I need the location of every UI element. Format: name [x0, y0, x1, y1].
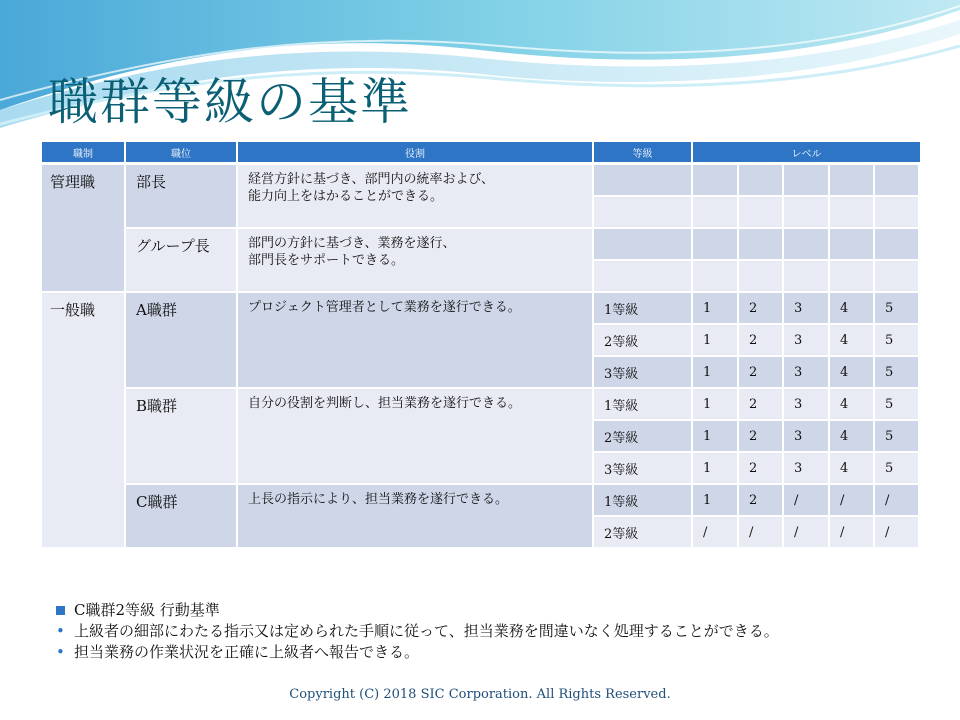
page-title: 職群等級の基準 [48, 73, 412, 131]
header-category: 職制 [42, 142, 126, 165]
level-cell [875, 229, 920, 261]
level-cell: 2 [739, 389, 784, 421]
level-cell: 4 [830, 357, 875, 389]
role-b-group: 自分の役割を判断し、担当業務を遂行できる。 [238, 389, 594, 485]
level-cell: 1 [693, 389, 739, 421]
grade-cell [594, 229, 693, 261]
level-cell: 2 [739, 485, 784, 517]
role-line: 部門長をサポートできる。 [248, 253, 405, 268]
level-cell [784, 229, 830, 261]
level-cell [693, 165, 739, 197]
note-text: 担当業務の作業状況を正確に上級者へ報告できる。 [74, 643, 420, 661]
level-cell [739, 229, 784, 261]
role-a-group: プロジェクト管理者として業務を遂行できる。 [238, 293, 594, 389]
position-group-leader: グループ長 [126, 229, 238, 293]
level-cell [784, 261, 830, 293]
level-cell: 3 [784, 293, 830, 325]
level-cell: 5 [875, 421, 920, 453]
level-cell: 4 [830, 293, 875, 325]
grade-cell: 2等級 [594, 325, 693, 357]
level-cell: / [830, 517, 875, 549]
grade-cell: 2等級 [594, 517, 693, 549]
role-line: 能力向上をはかることができる。 [248, 189, 444, 204]
notes-heading-row [56, 600, 779, 621]
position-c-group: C職群 [126, 485, 238, 549]
level-cell: 1 [693, 293, 739, 325]
level-cell: 2 [739, 453, 784, 485]
grade-cell: 1等級 [594, 485, 693, 517]
grade-cell: 1等級 [594, 389, 693, 421]
table-row [42, 229, 920, 261]
level-cell: 3 [784, 325, 830, 357]
table-row [42, 485, 920, 517]
list-item [56, 621, 779, 642]
list-item [56, 642, 779, 663]
table-row [42, 293, 920, 325]
level-cell: 5 [875, 357, 920, 389]
notes-heading: C職群2等級 行動基準 [74, 601, 220, 619]
level-cell: 2 [739, 293, 784, 325]
header-grade: 等級 [594, 142, 693, 165]
role-line: 部門の方針に基づき、業務を遂行、 [248, 236, 456, 251]
level-cell: 5 [875, 293, 920, 325]
role-line: 経営方針に基づき、部門内の統率および、 [248, 172, 494, 187]
level-cell: 1 [693, 485, 739, 517]
level-cell: 4 [830, 325, 875, 357]
level-cell: 1 [693, 325, 739, 357]
square-bullet-icon [56, 606, 65, 615]
grade-cell [594, 165, 693, 197]
level-cell [830, 197, 875, 229]
level-cell [784, 165, 830, 197]
grade-cell [594, 197, 693, 229]
level-cell: 3 [784, 357, 830, 389]
level-cell: 5 [875, 453, 920, 485]
level-cell: 5 [875, 389, 920, 421]
level-cell: 1 [693, 357, 739, 389]
level-cell: 1 [693, 421, 739, 453]
level-cell: 4 [830, 453, 875, 485]
category-management: 管理職 [42, 165, 126, 293]
grade-cell [594, 261, 693, 293]
level-cell: / [875, 517, 920, 549]
position-b-group: B職群 [126, 389, 238, 485]
level-cell [875, 165, 920, 197]
level-cell [875, 197, 920, 229]
level-cell [830, 165, 875, 197]
level-cell: 4 [830, 389, 875, 421]
level-cell: 2 [739, 421, 784, 453]
level-cell: / [693, 517, 739, 549]
category-general: 一般職 [42, 293, 126, 549]
level-cell [784, 197, 830, 229]
level-cell: 3 [784, 453, 830, 485]
role-c-group: 上長の指示により、担当業務を遂行できる。 [238, 485, 594, 549]
table-header-row [42, 142, 920, 165]
grade-cell: 2等級 [594, 421, 693, 453]
notes-section [56, 600, 779, 663]
role-bucho [238, 165, 594, 229]
level-cell: 4 [830, 421, 875, 453]
level-cell: / [739, 517, 784, 549]
position-bucho: 部長 [126, 165, 238, 229]
position-a-group: A職群 [126, 293, 238, 389]
level-cell: / [875, 485, 920, 517]
level-cell: / [784, 517, 830, 549]
table-row [42, 165, 920, 197]
header-level: レベル [693, 142, 920, 165]
level-cell: 3 [784, 421, 830, 453]
level-cell: 1 [693, 453, 739, 485]
level-cell [739, 165, 784, 197]
grade-cell: 3等級 [594, 453, 693, 485]
level-cell [693, 261, 739, 293]
level-cell [693, 229, 739, 261]
header-role: 役割 [238, 142, 594, 165]
level-cell [739, 197, 784, 229]
bullet-dot-icon: • [56, 622, 65, 640]
level-cell: 2 [739, 357, 784, 389]
grade-standard-table [42, 142, 920, 549]
grade-cell: 1等級 [594, 293, 693, 325]
table-row [42, 389, 920, 421]
level-cell [830, 261, 875, 293]
note-text: 上級者の細部にわたる指示又は定められた手順に従って、担当業務を間違いなく処理することができる。 [74, 622, 779, 640]
level-cell: 2 [739, 325, 784, 357]
level-cell [875, 261, 920, 293]
level-cell: 3 [784, 389, 830, 421]
grade-cell: 3等級 [594, 357, 693, 389]
level-cell: / [830, 485, 875, 517]
level-cell: / [784, 485, 830, 517]
copyright-footer: Copyright (C) 2018 SIC Corporation. All Rights Reserved. [289, 687, 671, 702]
level-cell: 5 [875, 325, 920, 357]
level-cell [830, 229, 875, 261]
level-cell [693, 197, 739, 229]
bullet-dot-icon: • [56, 643, 65, 661]
header-position: 職位 [126, 142, 238, 165]
role-group-leader [238, 229, 594, 293]
level-cell [739, 261, 784, 293]
